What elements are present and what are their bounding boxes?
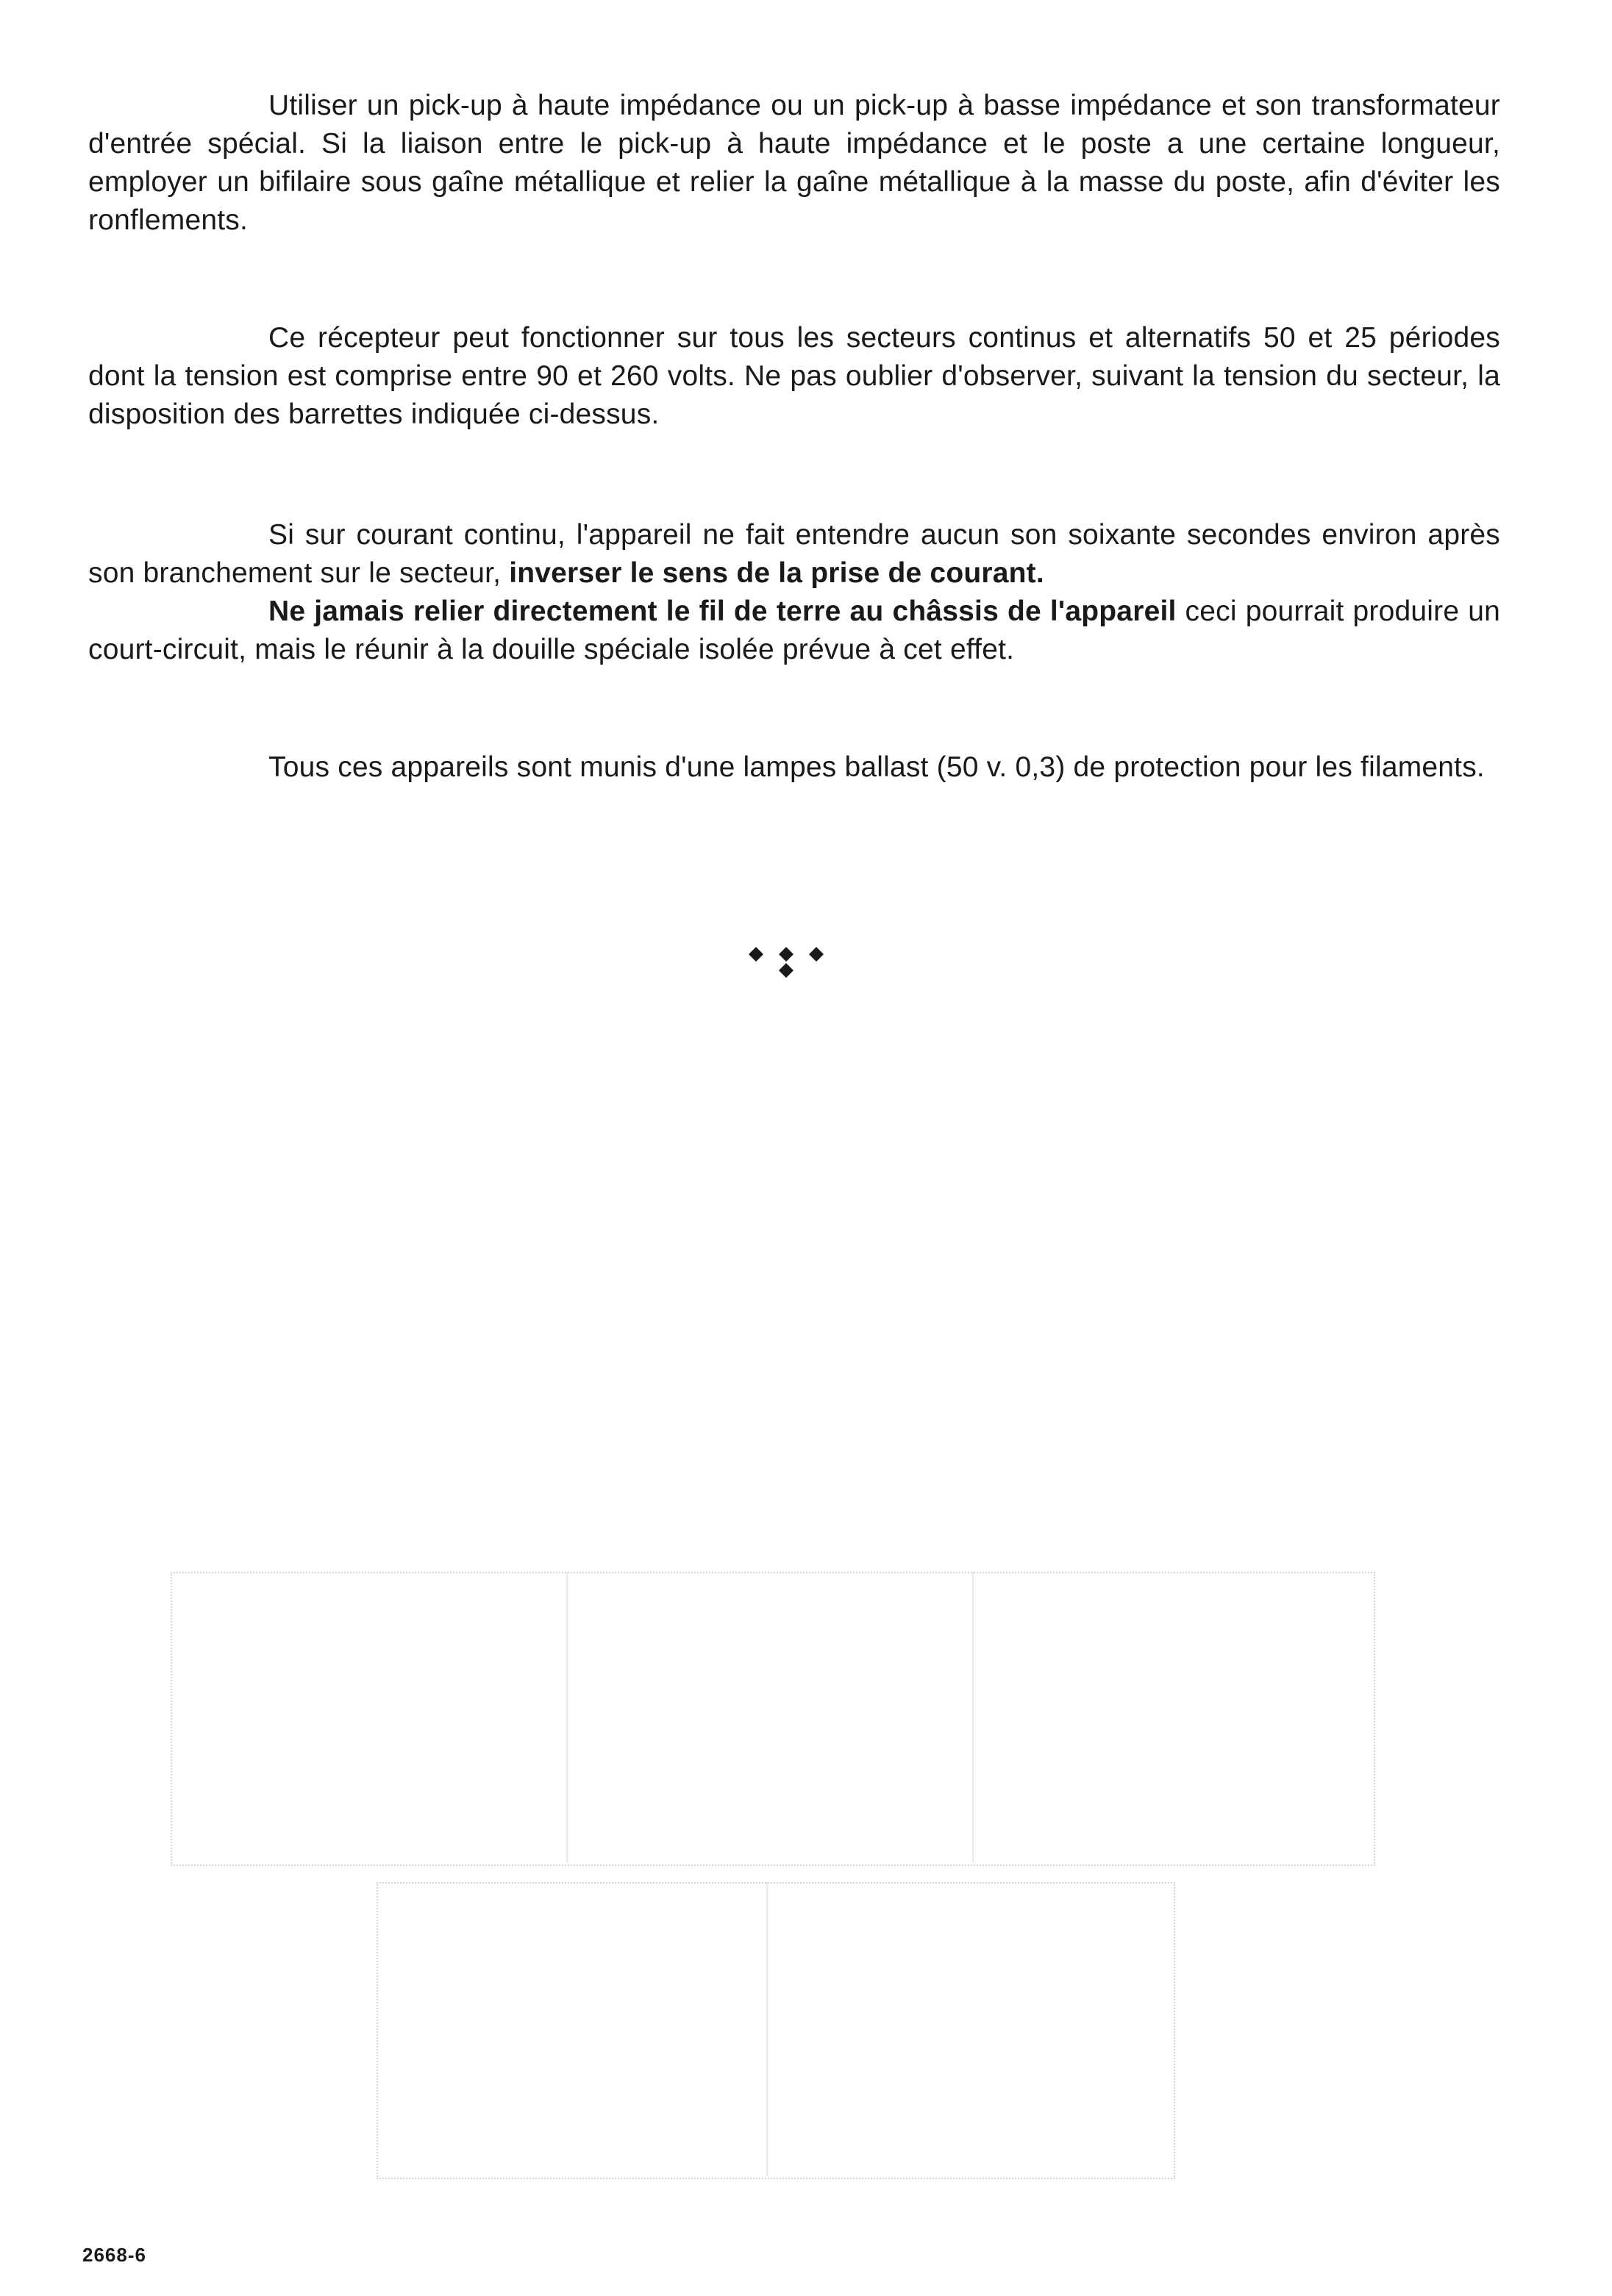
paragraph-courant-bold-2: Ne jamais relier directement le fil de terre au châssis de l'appareil — [268, 596, 1177, 627]
paragraph-courant-text-1: Si sur courant continu, l'appareil ne fait entendre aucun son soixante secondes environ après son branchement sur le secteur, — [88, 519, 1500, 589]
paragraph-courant — [88, 516, 1500, 669]
page-number: 2668-6 — [82, 2244, 146, 2266]
paragraph-ballast-text: Tous ces appareils sont munis d'une lampes ballast (50 v. 0,3) de protection pour les filaments. — [268, 751, 1485, 783]
paragraph-pickup-text: Utiliser un pick-up à haute impédance ou un pick-up à basse impédance et son transformateur d'entrée spécial. Si la liaison entre le pick-up à haute impédance et le poste a une certaine longueur, employer un bifilaire sous gaîne métallique et relier la gaîne métallique à la masse du poste, afin d'éviter les ronflements. — [88, 90, 1500, 236]
paragraph-pickup — [88, 87, 1500, 240]
paragraph-secteurs — [88, 319, 1500, 434]
paragraph-courant-text-2: ceci pourrait produire un court-circuit, mais le réunir à la douille spéciale isolée prévue à cet effet. — [88, 596, 1500, 665]
paragraph-secteurs-text: Ce récepteur peut fonctionner sur tous les secteurs continus et alternatifs 50 et 25 périodes dont la tension est comprise entre 90 et 260 volts. Ne pas oublier d'observer, suivant la tension du secteur, la disposition des barrettes indiquée ci-dessus. — [88, 322, 1500, 430]
paragraph-ballast — [88, 748, 1500, 787]
bleed-through-box-bottom — [377, 1882, 1175, 2179]
bleed-through-divider-1 — [566, 1572, 568, 1863]
bleed-through-divider-2 — [972, 1572, 974, 1863]
bleed-through-box-top — [171, 1572, 1375, 1866]
diamond-ornament-icon — [738, 941, 834, 1000]
paragraph-courant-bold-1: inverser le sens de la prise de courant. — [509, 557, 1044, 589]
bleed-through-divider-3 — [766, 1882, 768, 2176]
